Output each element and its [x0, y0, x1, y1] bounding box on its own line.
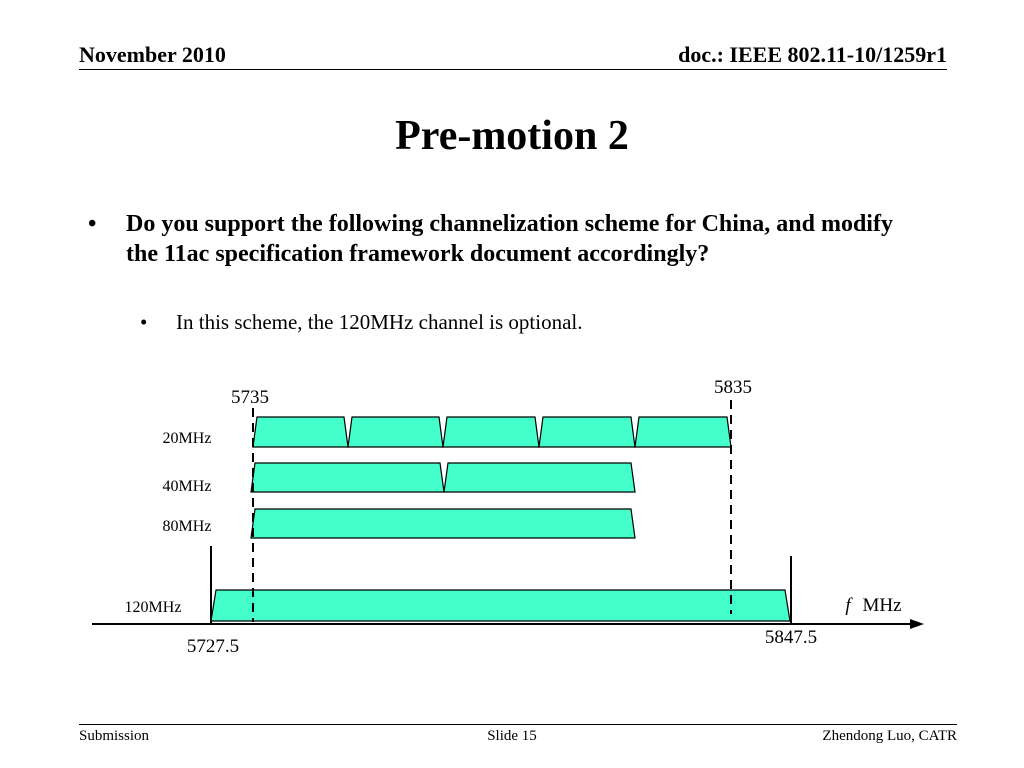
bullet-main-text: Do you support the following channelization scheme for China, and modify the 11ac specification framework document accordingly?	[126, 211, 893, 267]
axis-unit-label: MHz	[862, 595, 902, 616]
header-date: November 2010	[79, 42, 226, 67]
marker-5835-label: 5835	[714, 377, 752, 398]
bullet-sub-text: In this scheme, the 120MHz channel is optional.	[176, 310, 583, 334]
channel-40mhz-1	[251, 463, 444, 492]
row-label-80mhz: 80MHz	[162, 518, 212, 535]
channel-20mhz-2	[348, 417, 443, 447]
row-label-40mhz: 40MHz	[162, 478, 212, 495]
row-120mhz	[211, 590, 790, 621]
header-doc-id: doc.: IEEE 802.11-10/1259r1	[678, 42, 947, 67]
bullet-marker: •	[140, 310, 148, 334]
channel-20mhz-1	[253, 417, 348, 447]
channel-20mhz-5	[635, 417, 731, 447]
row-40mhz	[251, 463, 635, 492]
band-edge-low-label: 5727.5	[186, 636, 240, 657]
slide-title: Pre-motion 2	[395, 113, 629, 159]
footer-submission: Submission	[79, 728, 150, 744]
footer-author: Zhendong Luo, CATR	[822, 728, 957, 744]
channel-80mhz-1	[251, 509, 635, 538]
channel-120mhz-1	[211, 590, 790, 621]
row-label-120mhz: 120MHz	[124, 599, 182, 616]
bullet-marker: •	[88, 211, 97, 237]
row-80mhz	[251, 509, 635, 538]
footer-slide-number: Slide 15	[487, 728, 537, 744]
channel-20mhz-4	[539, 417, 635, 447]
row-20mhz	[253, 417, 731, 447]
row-label-20mhz: 20MHz	[162, 430, 212, 447]
channel-40mhz-2	[444, 463, 635, 492]
band-edge-high-label: 5847.5	[764, 627, 818, 648]
axis-arrowhead	[910, 619, 924, 629]
footer-divider	[79, 724, 957, 725]
channel-20mhz-3	[443, 417, 539, 447]
marker-5735-label: 5735	[231, 387, 269, 408]
axis-variable-label: f	[845, 595, 851, 616]
